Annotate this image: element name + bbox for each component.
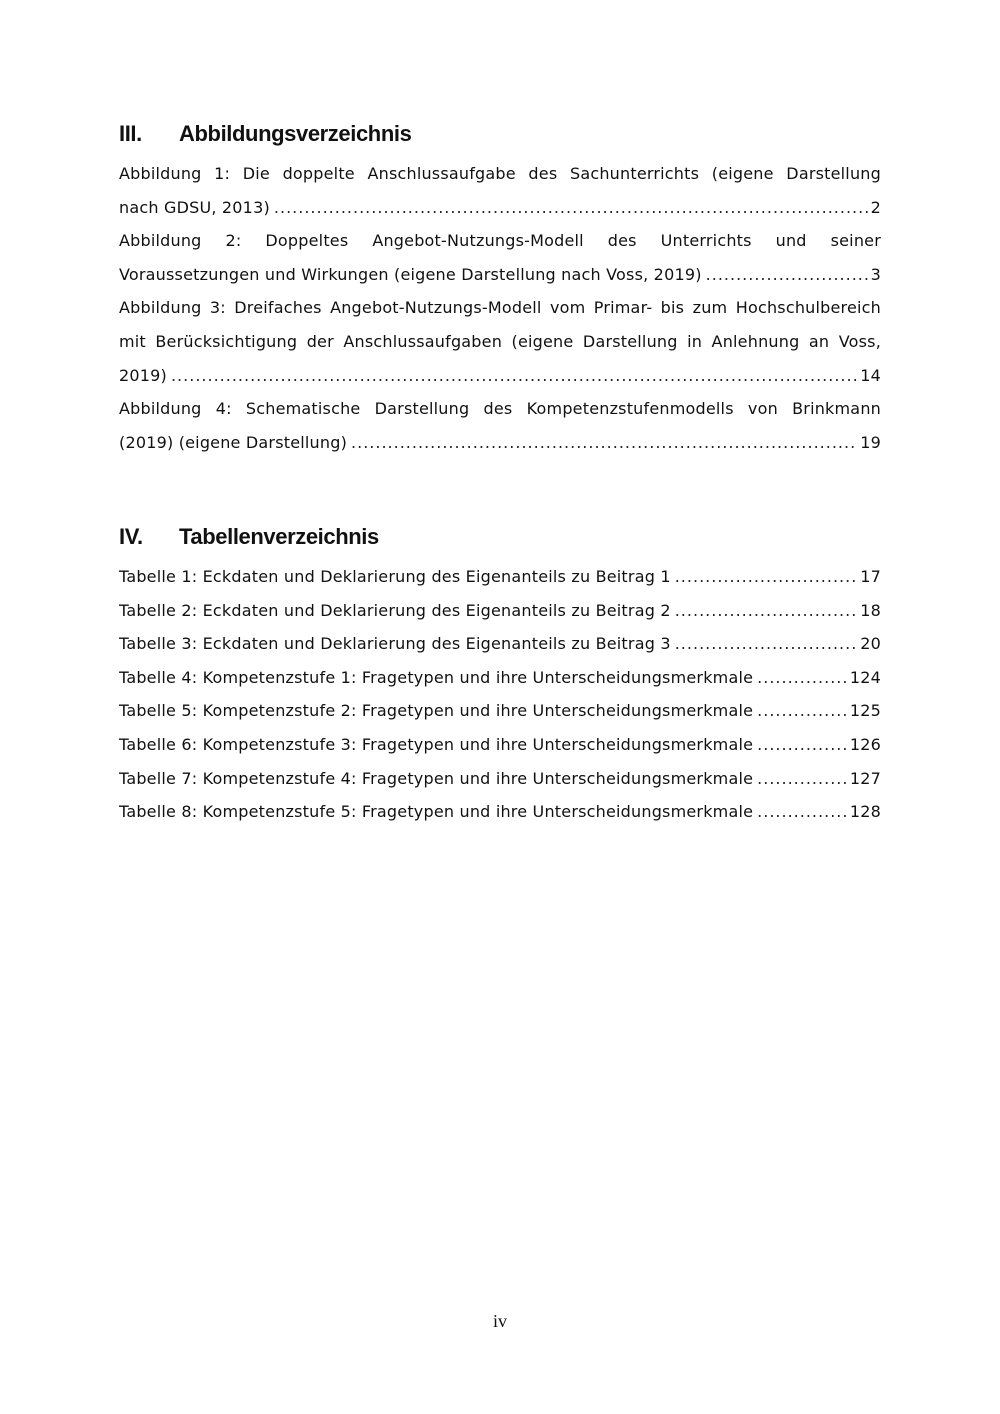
figure-entry-line: mit Berücksichtigung der Anschlussaufgaben (eigene Darstellung in Anlehnung an Voss,: [119, 331, 881, 351]
table-entry-page: 128: [849, 802, 881, 822]
table-entry[interactable]: [119, 694, 881, 728]
table-entry[interactable]: [119, 627, 881, 661]
figure-entry[interactable]: [119, 157, 881, 224]
dot-leader: [675, 594, 858, 628]
figure-entry-last-line: [119, 426, 881, 460]
figure-entry-text: (2019) (eigene Darstellung): [119, 432, 348, 452]
figure-entry-line: Abbildung 4: Schematische Darstellung des Kompetenzstufenmodells von Brinkmann: [119, 399, 881, 419]
table-entry-page: 18: [860, 600, 881, 620]
figure-entry-page: 14: [860, 365, 881, 385]
table-entry-page: 124: [849, 667, 881, 687]
document-page: [119, 0, 881, 1414]
figure-entry-last-line: [119, 258, 881, 292]
table-entry[interactable]: [119, 560, 881, 594]
table-entry-text: Tabelle 5: Kompetenzstufe 2: Fragetypen und ihre Unterscheidungsmerkmale: [119, 701, 754, 721]
dot-leader: [351, 426, 857, 460]
table-entry-text: Tabelle 8: Kompetenzstufe 5: Fragetypen und ihre Unterscheidungsmerkmale: [119, 802, 754, 822]
table-entry-text: Tabelle 6: Kompetenzstufe 3: Fragetypen und ihre Unterscheidungsmerkmale: [119, 734, 754, 754]
table-entry-page: 126: [849, 734, 881, 754]
table-entry-page: 127: [849, 768, 881, 788]
table-entry-page: 125: [849, 701, 881, 721]
table-entry-page: 17: [860, 567, 881, 586]
dot-leader: [757, 762, 847, 796]
table-entry-text: Tabelle 1: Eckdaten und Deklarierung des Eigenanteils zu Beitrag 1: [119, 567, 671, 586]
dot-leader: [675, 627, 858, 661]
figure-entry-line: Abbildung 1: Die doppelte Anschlussaufgabe des Sachunterrichts (eigene Darstellung: [119, 164, 881, 183]
dot-leader: [757, 795, 847, 829]
table-entry[interactable]: [119, 661, 881, 695]
tables-list: [119, 560, 881, 829]
figure-entry[interactable]: [119, 224, 881, 291]
figure-entry-text: 2019): [119, 365, 167, 385]
table-entry-page: 20: [860, 634, 881, 654]
tables-section-title: Tabellenverzeichnis: [179, 524, 379, 549]
tables-section-number: IV.: [119, 524, 143, 549]
figure-entry-line: Abbildung 3: Dreifaches Angebot-Nutzungs-Modell vom Primar- bis zum Hochschulbereich: [119, 298, 881, 318]
figures-section-heading: [119, 119, 881, 149]
figure-entry-line: Abbildung 2: Doppeltes Angebot-Nutzungs-Modell des Unterrichts und seiner: [119, 231, 881, 251]
dot-leader: [706, 258, 868, 292]
figure-entry-text: Voraussetzungen und Wirkungen (eigene Darstellung nach Voss, 2019): [119, 264, 702, 284]
figure-entry-text: nach GDSU, 2013): [119, 197, 270, 217]
table-entry-text: Tabelle 7: Kompetenzstufe 4: Fragetypen und ihre Unterscheidungsmerkmale: [119, 768, 754, 788]
dot-leader: [675, 560, 858, 594]
figure-entry-last-line: [119, 191, 881, 225]
figure-entry-page: 2: [870, 197, 881, 217]
table-entry-text: Tabelle 4: Kompetenzstufe 1: Fragetypen und ihre Unterscheidungsmerkmale: [119, 667, 754, 687]
figures-section-number: III.: [119, 121, 142, 146]
table-entry-text: Tabelle 2: Eckdaten und Deklarierung des Eigenanteils zu Beitrag 2: [119, 600, 671, 620]
table-entry[interactable]: [119, 728, 881, 762]
figures-list: [119, 157, 881, 459]
table-entry[interactable]: [119, 594, 881, 628]
dot-leader: [757, 661, 847, 695]
dot-leader: [171, 359, 857, 393]
dot-leader: [757, 694, 847, 728]
figure-entry[interactable]: [119, 392, 881, 459]
table-entry[interactable]: [119, 795, 881, 829]
dot-leader: [757, 728, 847, 762]
dot-leader: [274, 191, 868, 225]
tables-section-heading: [119, 522, 881, 552]
table-entry-text: Tabelle 3: Eckdaten und Deklarierung des Eigenanteils zu Beitrag 3: [119, 634, 671, 654]
page-number-footer: iv: [492, 1311, 507, 1331]
figures-section-title: Abbildungsverzeichnis: [179, 121, 412, 146]
figure-entry-last-line: [119, 359, 881, 393]
table-entry[interactable]: [119, 762, 881, 796]
figure-entry-page: 19: [860, 432, 881, 452]
figure-entry-page: 3: [870, 264, 881, 284]
figure-entry[interactable]: [119, 291, 881, 392]
